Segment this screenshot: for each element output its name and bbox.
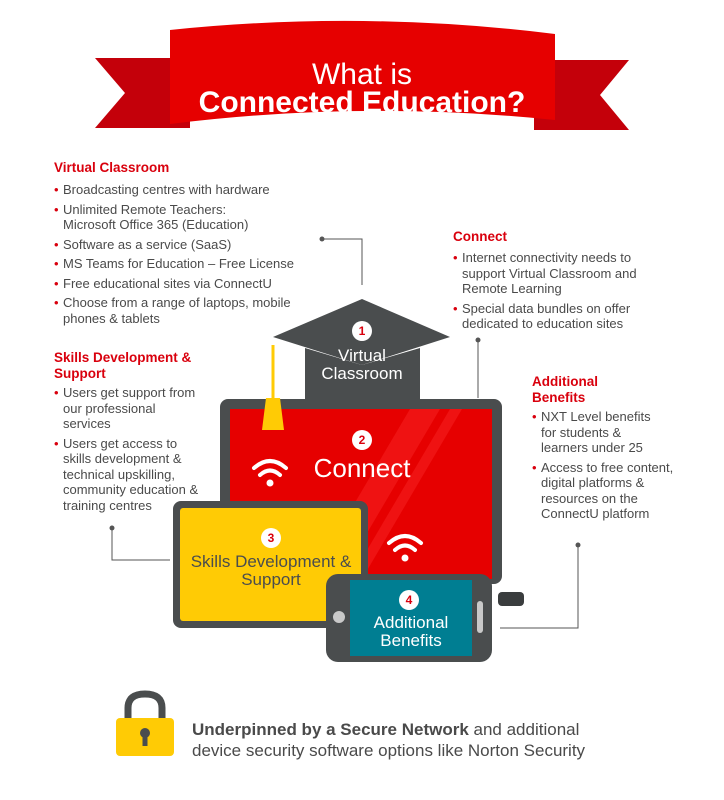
list-item: • Unlimited Remote Teachers: Microsoft Office 365 (Education) — [54, 202, 273, 233]
list-item: • Users get access to skills development & technical upskilling, community education & training centres — [54, 436, 204, 514]
step-number-4: 4 — [399, 590, 419, 610]
list-item: • Users get support from our professional services — [54, 385, 204, 432]
list-item: • Software as a service (SaaS) — [54, 237, 314, 253]
list-item: • Special data bundles on offer dedicated to education sites — [453, 301, 653, 332]
footer-rest: and additional device security software options like Norton Security — [192, 720, 586, 760]
footer-bold: Underpinned by a Secure Network — [192, 720, 469, 739]
lock-icon — [114, 690, 176, 760]
title-line1: What is — [311, 58, 413, 91]
connector-benefits — [500, 545, 578, 628]
virtual-classroom-label: Virtual Classroom — [321, 346, 403, 383]
footer-text — [192, 719, 612, 761]
connect-heading: Connect — [453, 229, 507, 244]
title-line2: Connected Education? — [198, 86, 526, 119]
list-item: • MS Teams for Education – Free License — [54, 256, 314, 272]
skills-heading: Skills Development & Support — [54, 350, 192, 381]
list-item: • Broadcasting centres with hardware — [54, 182, 314, 198]
laptop-base-edge — [498, 592, 524, 606]
list-item: • Access to free content, digital platforms & resources on the ConnectU platform — [532, 460, 692, 522]
phone-speaker — [477, 601, 483, 633]
benefits-label: Additional Benefits — [373, 613, 449, 650]
wifi-icon-dot — [402, 555, 409, 562]
benefits-heading: Additional Benefits — [532, 374, 598, 405]
connect-label: Connect — [313, 453, 411, 483]
step-number-1: 1 — [352, 321, 372, 341]
list-item: • Internet connectivity needs to support Virtual Classroom and Remote Learning — [453, 250, 653, 297]
list-item: • NXT Level benefits for students & learners under 25 — [532, 409, 661, 456]
step-number-3: 3 — [261, 528, 281, 548]
connector-virtual — [322, 239, 362, 285]
list-item: • Free educational sites via ConnectU — [54, 276, 314, 292]
wifi-icon-dot — [267, 480, 274, 487]
phone-home-button — [333, 611, 345, 623]
virtual-classroom-heading: Virtual Classroom — [54, 160, 170, 175]
connector-skills — [112, 528, 170, 560]
skills-label: Skills Development & Support — [190, 552, 352, 589]
step-number-2: 2 — [352, 430, 372, 450]
list-item: • Choose from a range of laptops, mobile phones & tablets — [54, 295, 313, 326]
